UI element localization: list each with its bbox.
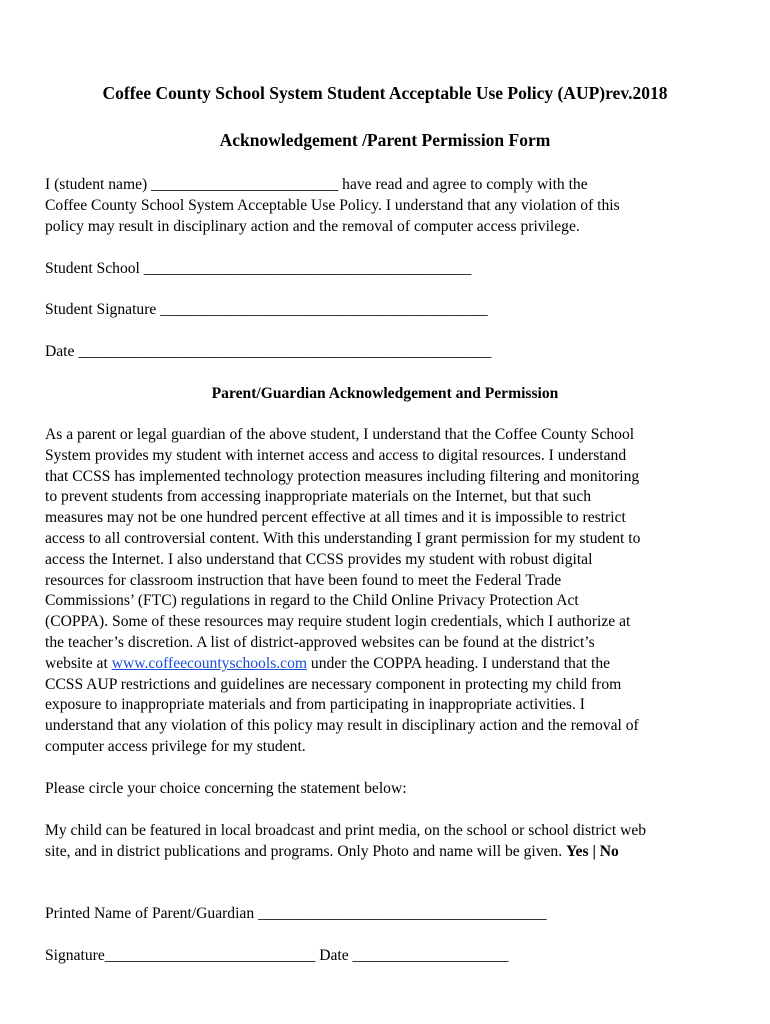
parent-paragraph-line: that CCSS has implemented technology protection measures including filtering and monitoring: [45, 467, 640, 485]
student-agreement-suffix: have read and agree to comply with the: [342, 176, 588, 193]
choice-yes[interactable]: Yes: [566, 842, 589, 860]
student-school-field: [45, 259, 471, 279]
parent-printed-name-label: Printed Name of Parent/Guardian: [45, 905, 255, 922]
student-signature-label: Student Signature: [45, 301, 157, 318]
student-date-label: Date: [45, 343, 75, 360]
media-instruction: Please circle your choice concerning the statement below:: [45, 780, 407, 797]
parent-section-heading: Parent/Guardian Acknowledgement and Permission: [211, 385, 559, 402]
choice-no[interactable]: No: [599, 842, 619, 860]
student-school-blank: __________________________________________: [143, 260, 472, 277]
media-consent-statement: [45, 821, 725, 863]
media-consent-line-1: My child can be featured in local broadcast and print media, on the school or school district web: [45, 822, 647, 839]
student-agreement-paragraph: [45, 175, 725, 237]
parent-printed-name-blank: _____________________________________: [258, 905, 547, 922]
parent-signature-date-field: [45, 946, 508, 966]
district-website-link[interactable]: www.coffeecountyschools.com: [111, 654, 308, 672]
parent-paragraph-line: System provides my student with internet access and access to digital resources. I understand: [45, 446, 627, 464]
student-name-prefix: I (student name): [45, 176, 148, 193]
page-title: Coffee County School System Student Acceptable Use Policy (AUP)rev.2018: [102, 83, 668, 103]
parent-paragraph-line: exposure to inappropriate materials and from participating in inappropriate activities. I: [45, 696, 585, 714]
page-subtitle: Acknowledgement /Parent Permission Form: [219, 130, 551, 150]
parent-date-blank: ____________________: [352, 947, 509, 964]
parent-paragraph-line: resources for classroom instruction that have been found to meet the Federal Trade: [45, 571, 562, 589]
parent-paragraph-line: access the Internet. I also understand that CCSS provides my student with robust digital: [45, 550, 593, 568]
choice-separator: |: [592, 842, 596, 860]
student-school-label: Student School: [45, 260, 140, 277]
student-date-blank: _____________________________________________________: [78, 343, 492, 360]
parent-paragraph-line: understand that any violation of this policy may result in disciplinary action and the removal of: [45, 717, 639, 735]
parent-paragraph-link-line: [45, 654, 725, 675]
parent-paragraph-line: computer access privilege for my student.: [45, 737, 306, 755]
student-signature-blank: __________________________________________: [160, 301, 488, 318]
media-consent-line-2: [45, 842, 725, 863]
link-line-prefix: website at: [45, 654, 108, 672]
student-name-blank: ________________________: [151, 176, 339, 193]
parent-signature-blank: ___________________________: [104, 947, 316, 964]
parent-paragraph-line: As a parent or legal guardian of the above student, I understand that the Coffee County School: [45, 426, 635, 443]
student-date-field: [45, 342, 492, 362]
parent-printed-name-field: [45, 904, 547, 924]
link-line-suffix: under the COPPA heading. I understand that the: [310, 654, 611, 672]
student-agreement-line-2: Coffee County School System Acceptable Use Policy. I understand that any violation of this: [45, 196, 620, 214]
parent-paragraph-line: Commissions’ (FTC) regulations in regard to the Child Online Privacy Protection Act: [45, 592, 579, 610]
media-consent-text: site, and in district publications and programs. Only Photo and name will be given.: [45, 842, 563, 860]
parent-acknowledgement-paragraph: [45, 425, 725, 758]
parent-paragraph-line: measures may not be one hundred percent effective at all times and it is impossible to restrict: [45, 509, 626, 527]
parent-paragraph-line: access to all controversial content. With this understanding I grant permission for my student to: [45, 529, 641, 547]
parent-paragraph-line: CCSS AUP restrictions and guidelines are necessary component in protecting my child from: [45, 675, 622, 693]
parent-paragraph-line: to prevent students from accessing inappropriate materials on the Internet, but that such: [45, 488, 592, 506]
parent-date-label: Date: [319, 947, 349, 964]
student-agreement-line-1: [45, 175, 725, 196]
student-agreement-line-3: policy may result in disciplinary action and the removal of computer access privilege.: [45, 217, 580, 235]
parent-signature-label: Signature: [45, 947, 105, 964]
parent-paragraph-line: (COPPA). Some of these resources may require student login credentials, which I authorize at: [45, 613, 631, 631]
student-signature-field: [45, 300, 488, 320]
parent-paragraph-line: the teacher’s discretion. A list of district-approved websites can be found at the district’s: [45, 633, 595, 651]
